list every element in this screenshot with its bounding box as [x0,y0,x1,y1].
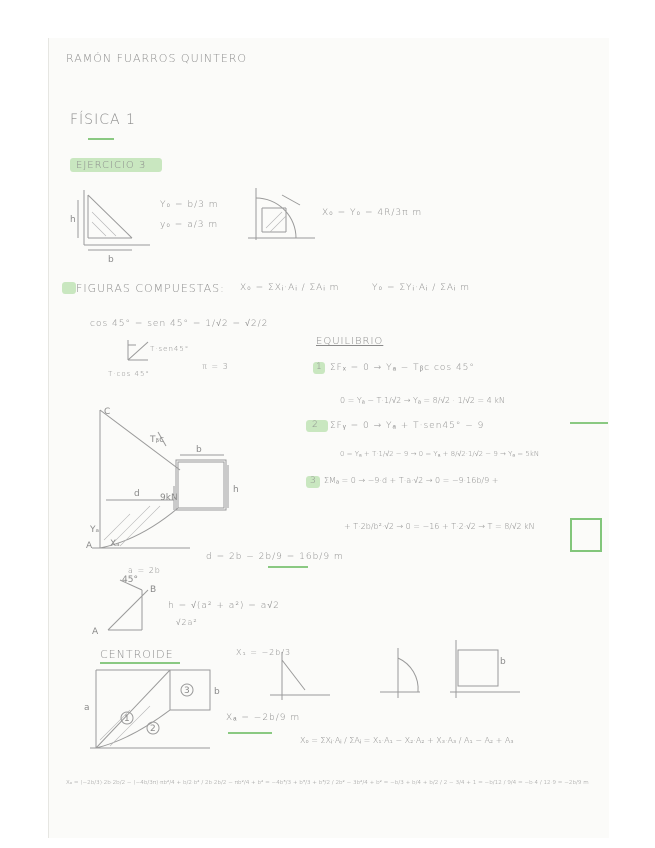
x1-label: X₁ = −2b/3 [236,648,292,657]
diagram-xa-label: Xₐ [110,539,120,549]
structure-diagram [86,407,239,551]
hyp-45-label: 45° [122,575,138,585]
h-label: h [70,215,76,225]
centroid-composite-sketch [84,670,220,748]
root-label: √2a² [176,618,198,627]
centroide-heading: CENTROIDE [100,648,174,661]
eq2-number: 2 [312,420,319,430]
author-name: RAMÓN FUARROS QUINTERO [66,52,248,65]
xa-result: Xₐ = −2b/9 m [226,713,301,723]
triangle-yc: Y₀ = b/3 m [160,200,219,210]
hyp-a-label: A [92,627,99,637]
equilibrio-heading: EQUILIBRIO [316,336,384,347]
b-label: b [108,255,114,265]
diagram-9kn-label: 9kN [160,493,178,503]
hypotenuse-sketch [92,575,156,637]
part-sketches [270,640,520,700]
diagram-b-label: b [196,445,202,455]
c3-label: 3 [184,686,190,696]
eq3-line-a: ΣMₐ = 0 → −9·d + T·a·√2 → 0 = −9·16b/9 + [324,476,499,485]
diagram-c-label: C [104,407,111,417]
eq2-line-b: 0 = Yₐ + T·1/√2 − 9 → 0 = Yₐ + 8/√2·1/√2 − 9 → Yₐ = 5kN [340,450,540,458]
diagram-a-label: A [86,541,93,551]
exercise-heading: EJERCICIO 3 [76,160,147,171]
diagram-tbc-label: Tᵦc [150,435,165,445]
xc-general-formula: X₀ = ΣXᵢ·Aᵢ / ΣAᵢ = X₁·A₁ − X₂·A₂ + X₃·A₃ / A₁ − A₂ + A₃ [300,736,514,745]
trig-identity: cos 45° = sen 45° = 1/√2 = √2/2 [90,319,269,329]
c2-label: 2 [150,724,156,734]
quarter-circle-sketch [248,188,315,240]
t-sin-label: T·sen45° [150,345,190,353]
figuras-yc-formula: Y₀ = ΣYᵢ·Aᵢ / ΣAᵢ m [372,283,471,293]
d-formula: d = 2b − 2b/9 = 16b/9 m [206,552,344,562]
diagram-d-label: d [134,489,140,499]
eq1-line-a: ΣFₓ = 0 → Yₐ − Tᵦc cos 45° [330,363,475,373]
quarter-circle-formula: X₀ = Y₀ = 4R/3π m [322,208,423,218]
figuras-xc-formula: X₀ = ΣXᵢ·Aᵢ / ΣAᵢ m [240,283,340,293]
eq3-line-b: + T·2b/b²·√2 → 0 = −16 + T·2·√2 → T = 8/√2 kN [344,522,535,531]
diagram-ya-label: Yₐ [90,525,100,535]
hyp-b-label: B [150,585,157,595]
centroid-b-label: b [214,687,220,697]
eq1-line-b: 0 = Yₐ − T·1/√2 → Yₐ = 8/√2 · 1/√2 = 4 kN [340,396,505,405]
h-formula: h = √(a² + a²) = a√2 [168,601,280,611]
page-title: FÍSICA 1 [70,112,136,128]
eq3-number: 3 [310,476,317,486]
triangle-ygo: y₀ = a/3 m [160,220,219,230]
centroid-a-label: a [84,703,90,713]
eq2-line-a: ΣFᵧ = 0 → Yₐ + T·sen45° − 9 [330,421,485,431]
diagram-h-label: h [233,485,239,495]
c1-label: 1 [124,714,130,724]
part-b-label: b [500,657,506,667]
t-cos-label: T·cos 45° [108,370,150,378]
a-equals-2b: a = 2b [128,566,161,575]
force-vector-sketch [128,340,148,360]
eq1-number: 1 [316,362,323,372]
pi-label: π = 3 [202,362,229,371]
figuras-heading: FIGURAS COMPUESTAS: [76,282,225,295]
final-centroid-formula: X₀ = (−2b/3)·2b·2b/2 − (−4b/3π)·πb²/4 + b/2·b² / 2b·2b/2 − πb²/4 + b² = −4b³/3 + b³/3 + b³/2 / 2b² − 3b²/4 + b² = −b/3 + b/4 + b/2 / 2 − 3/4 + 1 = −b/12 / 9/4 = −b·4 / 12·9 = −2b/9 m [66,780,589,786]
triangle-sketch [70,190,150,265]
